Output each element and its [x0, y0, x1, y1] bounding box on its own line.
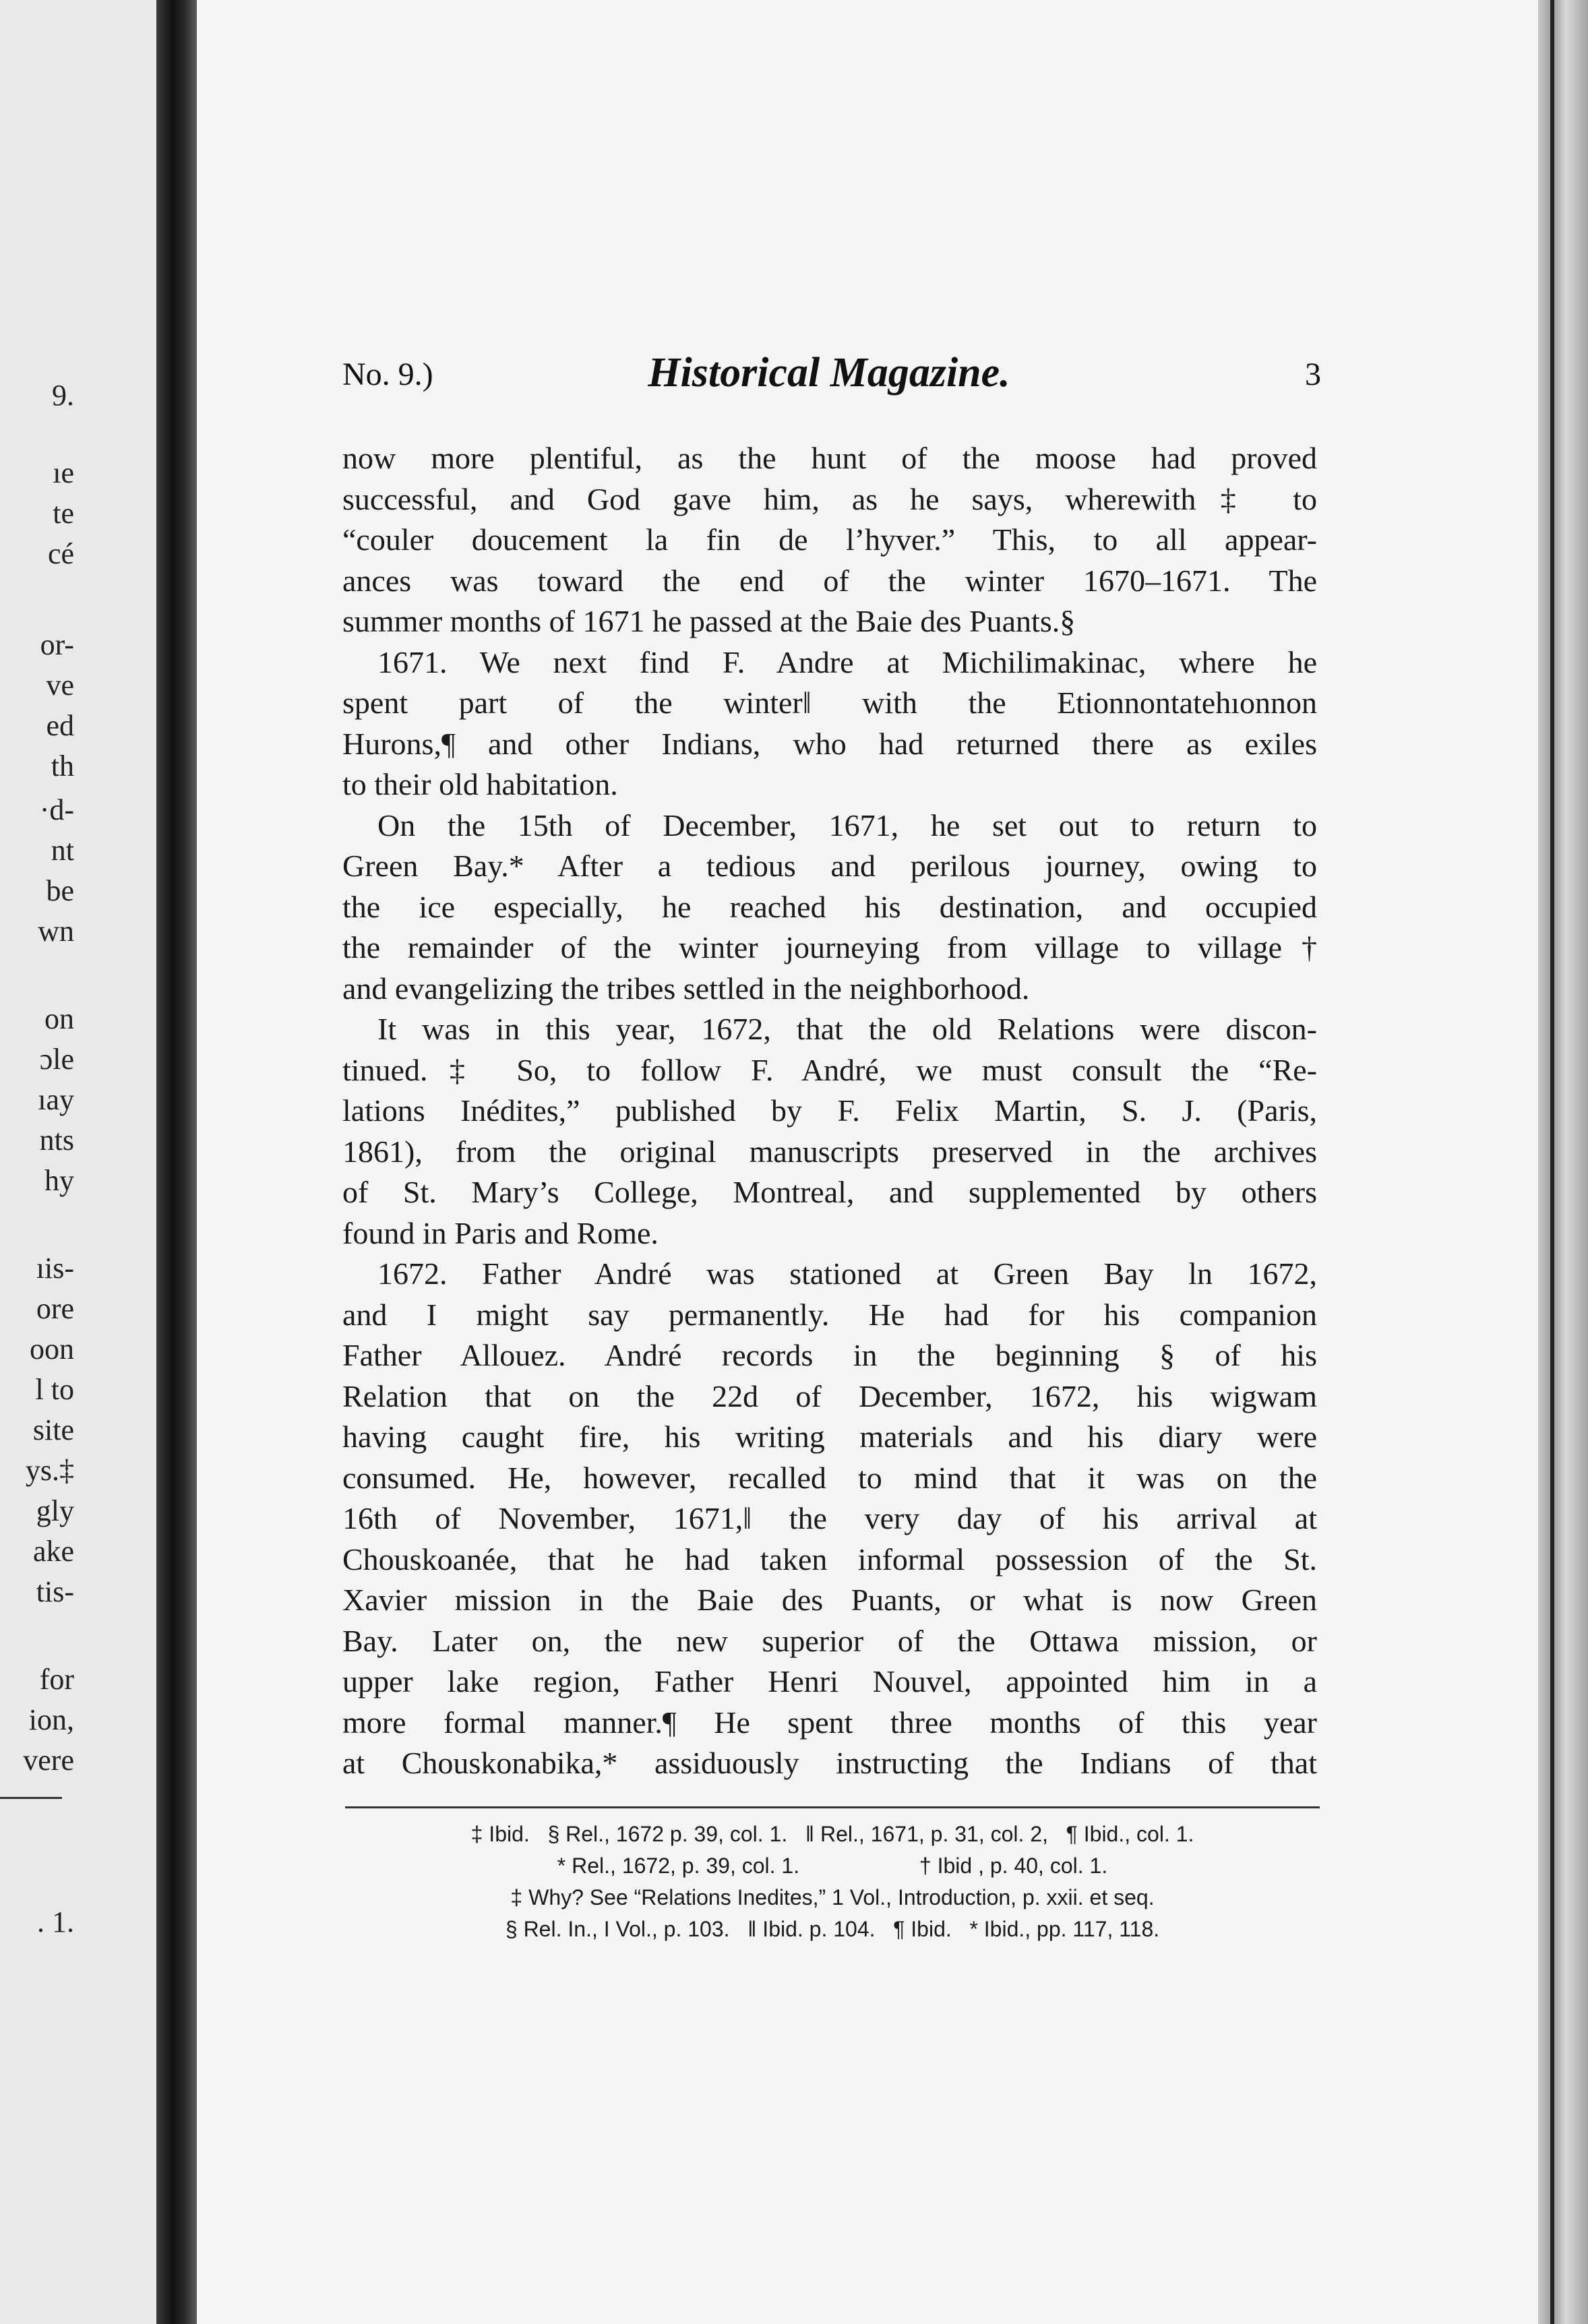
text-line: lations Inédites,” published by F. Felix Martin, S. J. (Paris,: [342, 1093, 1317, 1128]
text-line: to their old habitation.: [342, 767, 618, 801]
body-text: [342, 438, 1317, 1784]
left-page-fragment: site: [32, 1413, 74, 1446]
text-line: Green Bay.* After a tedious and perilous journey, owing to: [342, 849, 1317, 883]
left-page-fragment: for: [39, 1663, 74, 1696]
left-page-fragment: ys.‡: [25, 1454, 74, 1487]
left-page-fragment: oon: [30, 1333, 74, 1366]
text-line: Father Allouez. André records in the beginning § of his: [342, 1338, 1317, 1372]
footnotes: [345, 1818, 1320, 1945]
page-edge-shadow: [1538, 0, 1588, 2324]
text-line: of St. Mary’s College, Montreal, and supplemented by others: [342, 1175, 1317, 1209]
left-page-fragment: ore: [36, 1292, 74, 1325]
left-page-fragment: tis-: [36, 1575, 74, 1608]
text-line: and evangelizing the tribes settled in the neighborhood.: [342, 971, 1030, 1006]
text-line: the ice especially, he reached his destination, and occupied: [342, 889, 1317, 924]
left-page-fragment: ·d-: [39, 793, 74, 826]
text-line: the remainder of the winter journeying from village to village†: [342, 930, 1317, 965]
left-page-fragment: 9.: [52, 379, 74, 412]
text-line: Xavier mission in the Baie des Puants, or what is now Green: [342, 1583, 1317, 1617]
left-page-fragment: wn: [38, 915, 74, 948]
text-line: 16th of November, 1671,‖ the very day of his arrival at: [342, 1501, 1317, 1535]
left-page-fragment: ıis-: [36, 1252, 74, 1285]
text-line: having caught fire, his writing materials and his diary were: [342, 1419, 1317, 1454]
text-line: summer months of 1671 he passed at the Baie des Puants.§: [342, 604, 1076, 638]
left-page-fragment: ed: [46, 709, 74, 742]
footnote-divider: [345, 1806, 1320, 1808]
left-page-fragment: or-: [40, 628, 74, 661]
page-number: 3: [1305, 357, 1321, 392]
left-page-footnote-rule: [0, 1797, 62, 1799]
left-page-fragment: ɔle: [39, 1043, 74, 1076]
left-page-fragment: ake: [32, 1535, 74, 1568]
text-line: Relation that on the 22d of December, 1672, his wigwam: [342, 1378, 1317, 1413]
left-page-fragment: ion,: [28, 1703, 74, 1736]
text-line: On the 15th of December, 1671, he set out to return to: [377, 807, 1317, 843]
left-page-fragment: l to: [35, 1373, 74, 1406]
text-line: upper lake region, Father Henri Nouvel, appointed him in a: [342, 1664, 1317, 1699]
left-page-fragment: ıe: [53, 456, 74, 489]
text-line: more formal manner.¶ He spent three months of this year: [342, 1705, 1317, 1740]
issue-number: No. 9.): [342, 357, 433, 392]
text-line: found in Paris and Rome.: [342, 1215, 659, 1250]
left-page-fragment: gly: [36, 1494, 74, 1527]
book-gutter: [156, 0, 197, 2324]
text-line: 1672. Father André was stationed at Green Bay ln 1672,: [377, 1256, 1317, 1291]
page-edge-line: [1550, 0, 1554, 2324]
text-line: 1671. We next find F. Andre at Michilimakinac, where he: [377, 644, 1317, 679]
left-page-fragment: nt: [51, 834, 74, 867]
left-page-fragment: ıay: [38, 1083, 74, 1116]
left-page-fragment: . 1.: [37, 1905, 74, 1938]
text-line: Bay. Later on, the new superior of the Ottawa mission, or: [342, 1623, 1317, 1658]
left-page-fragment: ve: [46, 669, 74, 702]
footnote-line: * Rel., 1672, p. 39, col. 1. † Ibid , p. 40, col. 1.: [557, 1854, 1108, 1878]
left-page-fragment: vere: [23, 1744, 74, 1777]
text-line: It was in this year, 1672, that the old Relations were discon-: [377, 1012, 1317, 1046]
text-line: consumed. He, however, recalled to mind that it was on the: [342, 1460, 1317, 1495]
running-header: [337, 349, 1321, 403]
text-line: and I might say permanently. He had for his companion: [342, 1297, 1317, 1332]
text-line: “couler doucement la fin de l’hyver.” This, to all appear-: [342, 522, 1317, 557]
left-page-edge: [0, 0, 156, 2324]
text-line: Chouskoanée, that he had taken informal possession of the St.: [342, 1541, 1317, 1577]
text-line: successful, and God gave him, as he says, wherewith‡ to: [342, 481, 1317, 516]
text-line: at Chouskonabika,* assiduously instructing the Indians of that: [342, 1746, 1317, 1780]
text-line: spent part of the winter‖ with the Etionnontatehıonnon: [342, 685, 1317, 720]
left-page-fragment: be: [46, 874, 74, 907]
left-page-fragment: te: [53, 497, 74, 530]
left-page-fragment: nts: [39, 1124, 74, 1157]
left-page-fragment: th: [51, 750, 74, 783]
text-line: tinued.‡ So, to follow F. André, we must consult the “Re-: [342, 1052, 1317, 1087]
left-page-fragment: cé: [47, 537, 74, 570]
left-page-fragment: on: [44, 1002, 74, 1035]
text-line: Hurons,¶ and other Indians, who had returned there as exiles: [342, 726, 1317, 761]
footnote-line: ‡ Why? See “Relations Inedites,” 1 Vol., Introduction, p. xxii. et seq.: [510, 1885, 1155, 1909]
left-page-fragment: hy: [44, 1164, 74, 1197]
text-line: 1861), from the original manuscripts preserved in the archives: [342, 1134, 1317, 1169]
text-line: ances was toward the end of the winter 1670–1671. The: [342, 563, 1317, 598]
text-line: now more plentiful, as the hunt of the moose had proved: [342, 441, 1317, 475]
magazine-title: Historical Magazine.: [648, 350, 1010, 396]
footnote-line: ‡ Ibid. § Rel., 1672 p. 39, col. 1. ‖ Rel., 1671, p. 31, col. 2, ¶ Ibid., col. 1.: [470, 1822, 1194, 1846]
footnote-line: § Rel. In., I Vol., p. 103. ‖ Ibid. p. 104. ¶ Ibid. * Ibid., pp. 117, 118.: [505, 1917, 1160, 1941]
